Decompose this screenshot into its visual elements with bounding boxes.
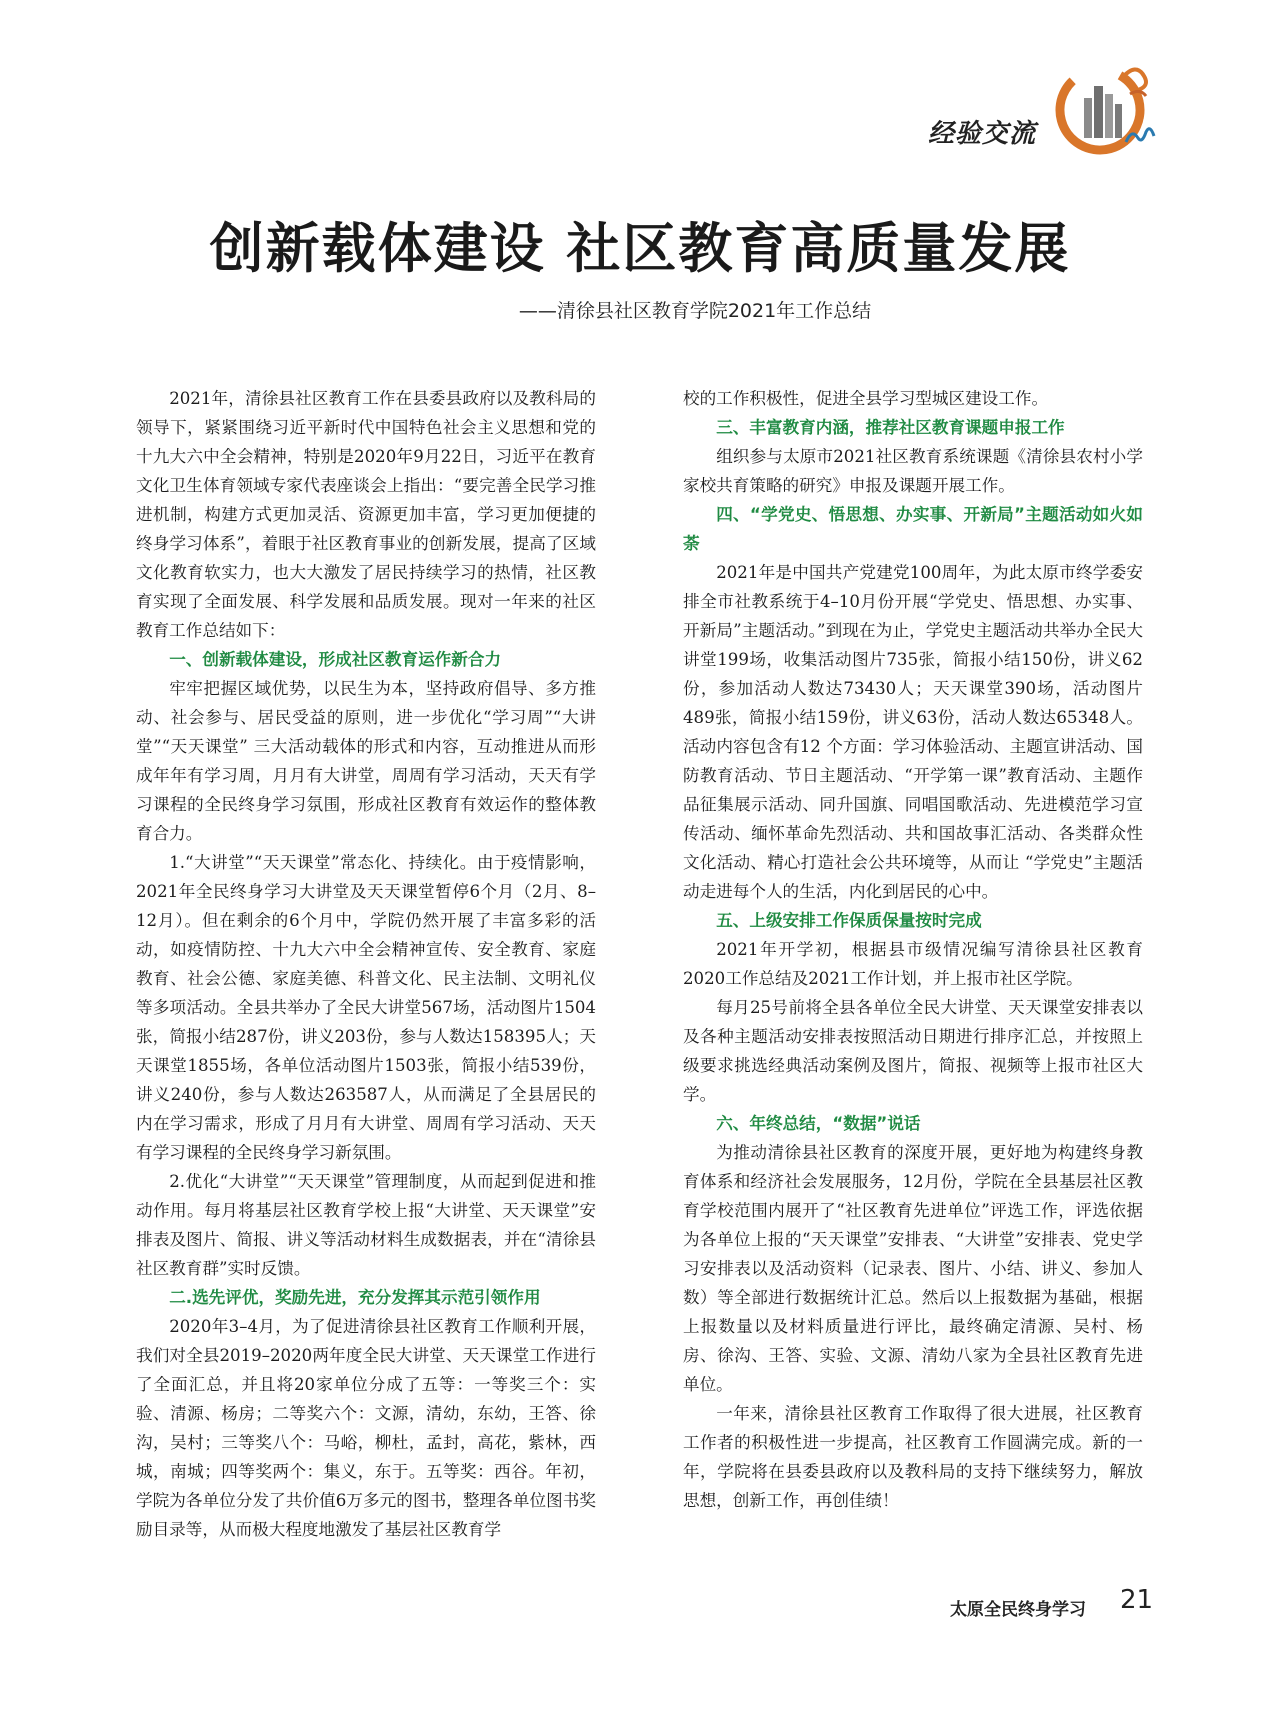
paragraph: 2020年3–4月，为了促进清徐县社区教育工作顺利开展，我们对全县2019–2020两年度全民大讲堂、天天课堂工作进行了全面汇总，并且将20家单位分成了五等：一等奖三个：实验、清源、杨房；二等奖六个：文源，清幼，东幼，王答、徐沟，吴村；三等奖八个：马峪，柳杜，孟封，高花，紫林，西城，南城；四等奖两个：集义，东于。五等奖：西谷。年初，学院为各单位分发了共价值6万多元的图书，整理各单位图书奖励目录等，从而极大程度地激发了基层社区教育学 [136, 1317, 596, 1539]
section-heading-3: 三、丰富教育内涵，推荐社区教育课题申报工作 [716, 418, 1065, 437]
right-column [683, 384, 1143, 1515]
paragraph: 为推动清徐县社区教育的深度开展，更好地为构建终身教育体系和经济社会发展服务，12月份，学院在全县基层社区教育学校范围内展开了“社区教育先进单位”评选工作，评选依据为各单位上报的“天天课堂”安排表、“大讲堂”安排表、党史学习安排表以及活动资料（记录表、图片、小结、讲义、参加人数）等全部进行数据统计汇总。然后以上报数据为基础，根据上报数量以及材料质量进行评比，最终确定清源、吴村、杨房、徐沟、王答、实验、文源、清幼八家为全县社区教育先进单位。 [683, 1143, 1143, 1394]
section-heading-6: 六、年终总结，“数据”说话 [716, 1114, 921, 1133]
paragraph: 1.“大讲堂”“天天课堂”常态化、持续化。由于疫情影响，2021年全民终身学习大讲堂及天天课堂暂停6个月（2月、8–12月）。但在剩余的6个月中，学院仍然开展了丰富多彩的活动，如疫情防控、十九大六中全会精神宣传、安全教育、家庭教育、社会公德、家庭美德、科普文化、民主法制、文明礼仪等多项活动。全县共举办了全民大讲堂567场，活动图片1504张，简报小结287份，讲义203份，参与人数达158395人；天天课堂1855场，各单位活动图片1503张，简报小结539份，讲义240份，参与人数达263587人，从而满足了全县居民的内在学习需求，形成了月月有大讲堂、周周有学习活动、天天有学习课程的全民终身学习新氛围。 [136, 853, 596, 1162]
magazine-name: 太原全民终身学习 [950, 1600, 1086, 1620]
city-skyline-swirl-logo [1052, 58, 1172, 156]
paragraph: 牢牢把握区域优势，以民生为本，坚持政府倡导、多方推动、社会参与、居民受益的原则，进一步优化“学习周”“大讲堂”“天天课堂” 三大活动载体的形式和内容，互动推进从而形成年年有学习周，月月有大讲堂，周周有学习活动，天天有学习课程的全民终身学习氛围，形成社区教育有效运作的整体教育合力。 [136, 679, 596, 843]
section-heading-2: 二.选先评优，奖励先进，充分发挥其示范引领作用 [169, 1288, 541, 1307]
article-subtitle: ——清徐县社区教育学院2021年工作总结 [518, 300, 872, 322]
closing-paragraph: 一年来，清徐县社区教育工作取得了很大进展，社区教育工作者的积极性进一步提高，社区教育工作圆满完成。新的一年，学院将在县委县政府以及教科局的支持下继续努力，解放思想，创新工作，再创佳绩！ [683, 1404, 1143, 1510]
section-heading-4: 四、“学党史、悟思想、办实事、开新局”主题活动如火如荼 [683, 505, 1143, 553]
paragraph: 每月25号前将全县各单位全民大讲堂、天天课堂安排表以及各种主题活动安排表按照活动日期进行排序汇总，并按照上级要求挑选经典活动案例及图片，简报、视频等上报市社区大学。 [683, 998, 1143, 1104]
section-heading-5: 五、上级安排工作保质保量按时完成 [716, 911, 982, 930]
paragraph-continued: 校的工作积极性，促进全县学习型城区建设工作。 [683, 389, 1049, 408]
left-column [136, 384, 596, 1544]
section-heading-1: 一、创新载体建设，形成社区教育运作新合力 [169, 650, 502, 669]
section-tag: 经验交流 [928, 119, 1037, 149]
paragraph: 组织参与太原市2021社区教育系统课题《清徐县农村小学家校共育策略的研究》申报及课题开展工作。 [683, 447, 1143, 495]
intro-paragraph: 2021年，清徐县社区教育工作在县委县政府以及教科局的领导下，紧紧围绕习近平新时代中国特色社会主义思想和党的十九大六中全会精神，特别是2020年9月22日，习近平在教育文化卫生体育领域专家代表座谈会上指出：“要完善全民学习推进机制，构建方式更加灵活、资源更加丰富，学习更加便捷的终身学习体系”，着眼于社区教育事业的创新发展，提高了区域文化教育软实力，也大大激发了居民持续学习的热情，社区教育实现了全面发展、科学发展和品质发展。现对一年来的社区教育工作总结如下： [136, 389, 596, 640]
article-title: 创新载体建设 社区教育高质量发展 [209, 217, 1071, 280]
paragraph: 2021年开学初，根据县市级情况编写清徐县社区教育2020工作总结及2021工作计划，并上报市社区学院。 [683, 940, 1143, 988]
paragraph: 2021年是中国共产党建党100周年，为此太原市终学委安排全市社教系统于4–10月份开展“学党史、悟思想、办实事、开新局”主题活动。”到现在为止，学党史主题活动共举办全民大讲堂199场，收集活动图片735张，简报小结150份，讲义62份，参加活动人数达73430人；天天课堂390场，活动图片489张，简报小结159份，讲义63份，活动人数达65348人。活动内容包含有12 个方面：学习体验活动、主题宣讲活动、国防教育活动、节日主题活动、“开学第一课”教育活动、主题作品征集展示活动、同升国旗、同唱国歌活动、先进模范学习宣传活动、缅怀革命先烈活动、共和国故事汇活动、各类群众性文化活动、精心打造社会公共环境等，从而让 “学党史”主题活动走进每个人的生活，内化到居民的心中。 [683, 563, 1143, 901]
paragraph: 2.优化“大讲堂”“天天课堂”管理制度，从而起到促进和推动作用。每月将基层社区教育学校上报“大讲堂、天天课堂”安排表及图片、简报、讲义等活动材料生成数据表，并在“清徐县社区教育群”实时反馈。 [136, 1172, 596, 1278]
page-number: 21 [1120, 1585, 1154, 1615]
